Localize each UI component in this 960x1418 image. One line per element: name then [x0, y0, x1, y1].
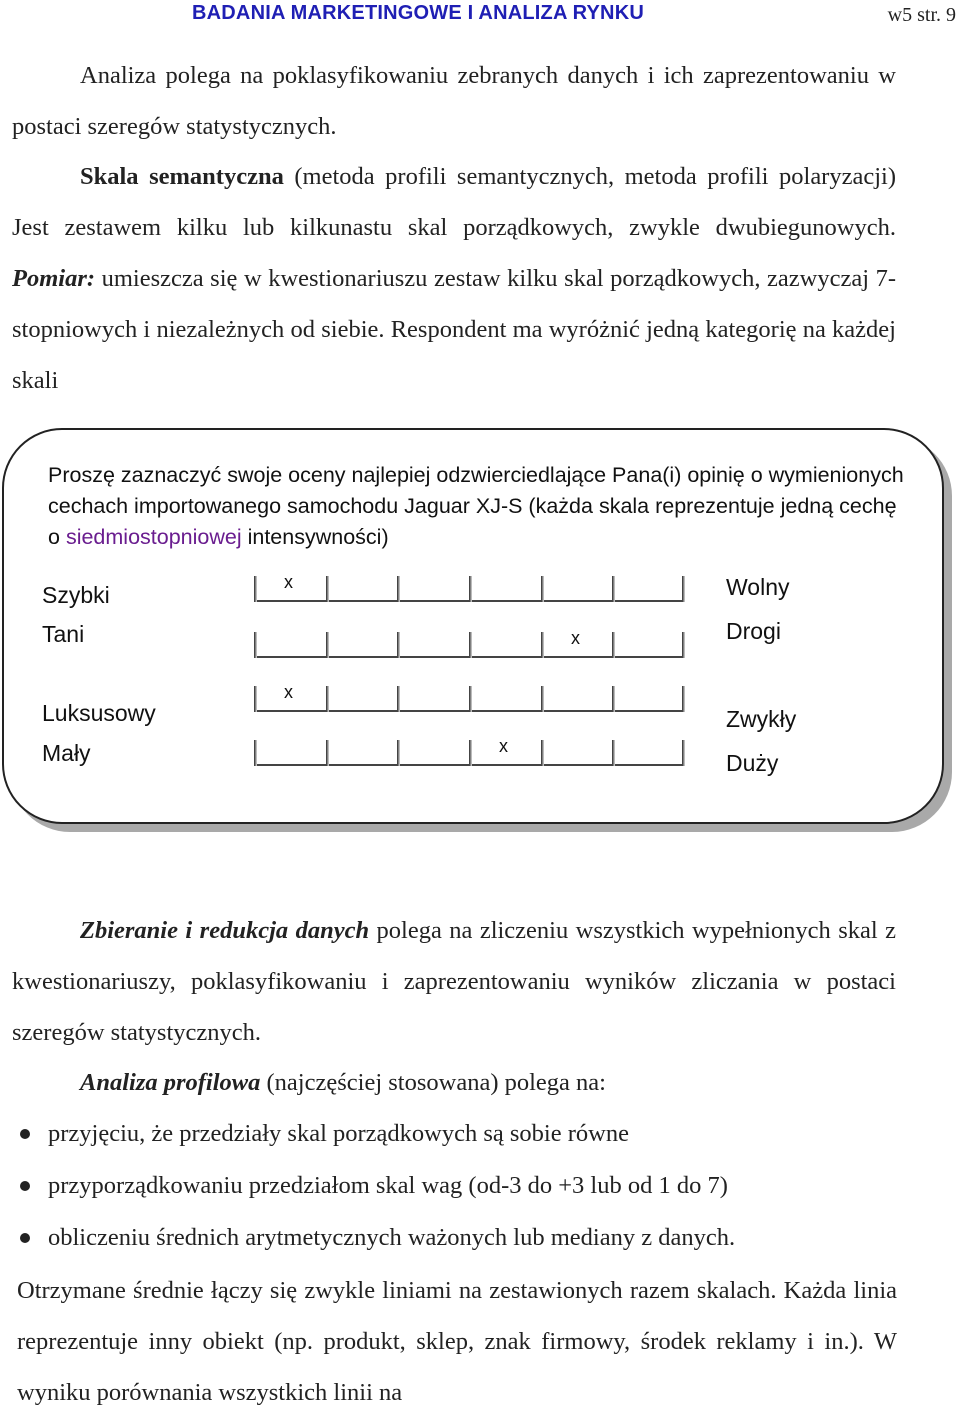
scale-tick [469, 576, 472, 602]
scale-tick [254, 576, 257, 602]
bullet-text: obliczeniu średnich arytmetycznych ważonych lub mediany z danych. [48, 1224, 736, 1251]
term-measurement: Pomiar: [12, 265, 96, 292]
bullet-item [12, 1160, 912, 1212]
scale-tick [682, 686, 685, 712]
bullet-text: przyporządkowaniu przedziałom skal wag (od-3 do +3 lub od 1 do 7) [48, 1172, 728, 1199]
paragraph-data-collection [12, 905, 896, 1058]
scale-tick [682, 740, 685, 766]
bullet-list [12, 1108, 912, 1264]
scale-tick [612, 686, 615, 712]
scale-tick [326, 686, 329, 712]
scale-mark: x [284, 682, 293, 702]
scale-left-label: Szybki [42, 582, 110, 608]
rating-scale[interactable] [254, 740, 684, 766]
bullet-text: przyjęciu, że przedziały skal porządkowych są sobie równe [48, 1120, 629, 1147]
scale-tick [469, 632, 472, 658]
scale-left-label: Mały [42, 740, 91, 766]
scale-tick [254, 740, 257, 766]
scale-right-label: Drogi [726, 618, 781, 644]
paragraph-analysis: Analiza polega na poklasyfikowaniu zebranych danych i ich zaprezentowaniu w postaci szeregów statystycznych. [12, 62, 896, 140]
text-measurement: umieszcza się w kwestionariuszu zestaw kilku skal porządkowych, zazwyczaj 7-stopniowych i niezależnych od siebie. Respondent ma wyróżnić jedną kategorię na każdej skali [12, 265, 896, 394]
text-semantic-scale: (metoda profili semantycznych, metoda profili polaryzacji) Jest zestawem kilku lub kilkunastu skal porządkowych, zwykle dwubiegunowych. [12, 163, 896, 241]
scale-tick [397, 686, 400, 712]
document-header-title: BADANIA MARKETINGOWE I ANALIZA RYNKU [192, 2, 644, 24]
text-profile-analysis: (najczęściej stosowana) polega na: [260, 1069, 606, 1096]
term-semantic-scale: Skala semantyczna [80, 163, 284, 190]
bullet-item [12, 1108, 912, 1160]
scale-right-label: Duży [726, 750, 779, 776]
scale-tick [682, 576, 685, 602]
questionnaire-instruction [48, 460, 908, 553]
scale-tick [612, 632, 615, 658]
scale-tick [254, 632, 257, 658]
paragraph-profile-analysis [12, 1057, 896, 1108]
rating-scale[interactable] [254, 576, 684, 602]
scale-tick [397, 740, 400, 766]
scale-mark: x [499, 736, 508, 756]
scale-tick [326, 740, 329, 766]
scale-tick [541, 576, 544, 602]
paragraph-semantic-scale [12, 151, 896, 406]
scale-tick [397, 632, 400, 658]
scale-tick [326, 576, 329, 602]
scale-mark: x [571, 628, 580, 648]
instruction-accent: siedmiostopniowej [65, 525, 242, 549]
bullet-dot [20, 1129, 30, 1139]
bullet-dot [20, 1233, 30, 1243]
scale-tick [682, 632, 685, 658]
scale-tick [612, 740, 615, 766]
scale-tick [326, 632, 329, 658]
scale-right-label: Wolny [726, 574, 790, 600]
scale-tick [541, 686, 544, 712]
scale-tick [254, 686, 257, 712]
page-number: w5 str. 9 [887, 4, 956, 26]
instruction-before: Proszę zaznaczyć swoje oceny najlepiej odzwierciedlające Pana(i) opinię o wymienionych cechach importowanego samochodu Jaguar XJ-S (każda skala reprezentuje jedną cechę o [48, 463, 904, 549]
text-data-collection: polega na zliczeniu wszystkich wypełnionych skal z kwestionariuszy, poklasyfikowaniu i zaprezentowaniu wyników zliczania w postaci szeregów statystycznych. [12, 917, 896, 1046]
bullet-dot [20, 1181, 30, 1191]
scale-tick [397, 576, 400, 602]
scale-tick [541, 632, 544, 658]
rating-scale[interactable] [254, 686, 684, 712]
scale-tick [612, 576, 615, 602]
rating-scale[interactable] [254, 632, 684, 658]
scale-left-label: Tani [42, 621, 85, 647]
scale-left-label: Luksusowy [42, 700, 156, 726]
paragraph-averages: Otrzymane średnie łączy się zwykle liniami na zestawionych razem skalach. Każda linia reprezentuje inny obiekt (np. produkt, sklep, znak firmowy, środek reklamy i in.). W wyniku porównania wszystkich linii na [17, 1277, 897, 1406]
instruction-after: intensywności) [241, 525, 389, 549]
scale-tick [469, 686, 472, 712]
scale-right-label: Zwykły [726, 706, 797, 732]
bullet-item [12, 1212, 912, 1264]
scale-mark: x [284, 572, 293, 592]
scale-tick [469, 740, 472, 766]
scale-tick [541, 740, 544, 766]
term-profile-analysis: Analiza profilowa [80, 1069, 261, 1096]
term-data-collection: Zbieranie i redukcja danych [80, 917, 370, 944]
